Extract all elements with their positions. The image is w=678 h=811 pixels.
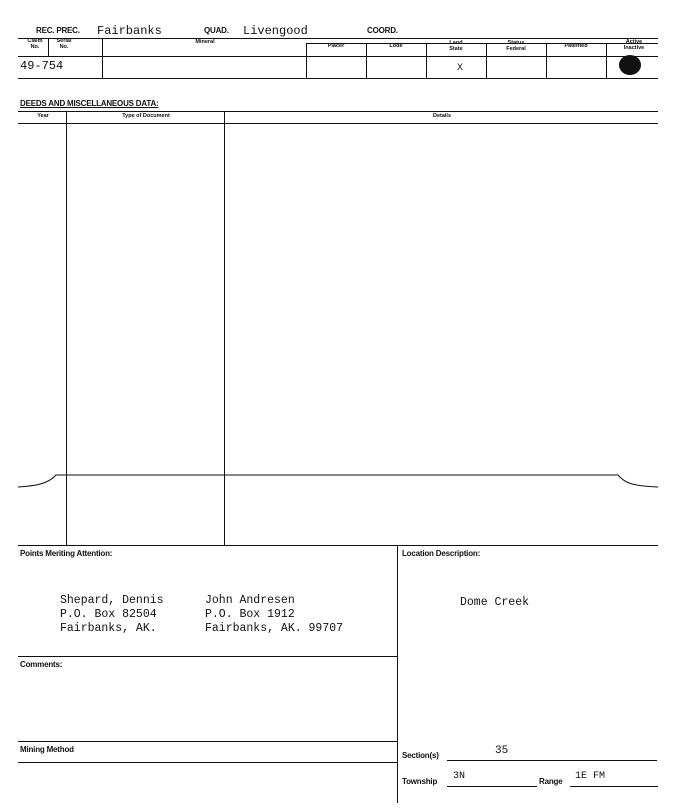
contact-2-address: P.O. Box 1912: [205, 608, 295, 621]
township-label: Township: [402, 777, 438, 786]
comments-label: Comments:: [20, 660, 63, 669]
col-patented: Patented: [564, 43, 588, 49]
points-label: Points Meriting Attention:: [20, 549, 113, 558]
contact-1-name: Shepard, Dennis: [60, 594, 164, 607]
location-value: Dome Creek: [460, 596, 530, 609]
column-header-rule: [18, 56, 658, 57]
contact-2-name: John Andresen: [205, 594, 295, 607]
deeds-title: DEEDS AND MISCELLANEOUS DATA:: [20, 99, 159, 108]
active-mark-dot: [619, 55, 641, 75]
contact-2-city: Fairbanks, AK. 99707: [205, 622, 344, 635]
header-rule: [18, 38, 658, 39]
col-claim-no: Claim No.: [27, 38, 43, 50]
col-land-state: Land State: [449, 40, 463, 52]
contact-1-city: Fairbanks, AK.: [60, 622, 157, 635]
col-placer: Placer: [327, 43, 345, 49]
bottom-column-rule: [397, 545, 398, 803]
township-value: 3N: [453, 771, 466, 782]
claim-number: 49-754: [20, 59, 64, 73]
range-label: Range: [539, 777, 563, 786]
land-state-mark: X: [457, 63, 464, 74]
section-value: 35: [495, 745, 509, 757]
location-label: Location Description:: [402, 549, 481, 558]
col-active: Active Inactive: [623, 39, 645, 51]
quad-label: QUAD.: [204, 26, 229, 35]
mining-method-label: Mining Method: [20, 745, 74, 754]
col-status-federal: Status Federal: [506, 40, 526, 52]
row-bottom-rule: [18, 78, 658, 79]
col-document-type: Type of Document: [122, 113, 170, 119]
section-label: Section(s): [402, 751, 439, 760]
section-divider: [18, 545, 658, 546]
col-year: Year: [37, 113, 49, 119]
range-value: 1E FM: [575, 771, 606, 782]
rec-prec-label: REC. PREC.: [36, 26, 80, 35]
col-mineral: Mineral: [195, 39, 215, 45]
continuation-line: [0, 470, 678, 494]
rec-prec-value: Fairbanks: [97, 24, 162, 38]
contact-1-address: P.O. Box 82504: [60, 608, 157, 621]
col-details: Details: [432, 113, 452, 119]
col-lode: Lode: [389, 43, 403, 49]
col-serial-no: Serial No.: [56, 38, 72, 50]
quad-value: Livengood: [243, 24, 308, 38]
coord-label: COORD.: [367, 26, 398, 35]
